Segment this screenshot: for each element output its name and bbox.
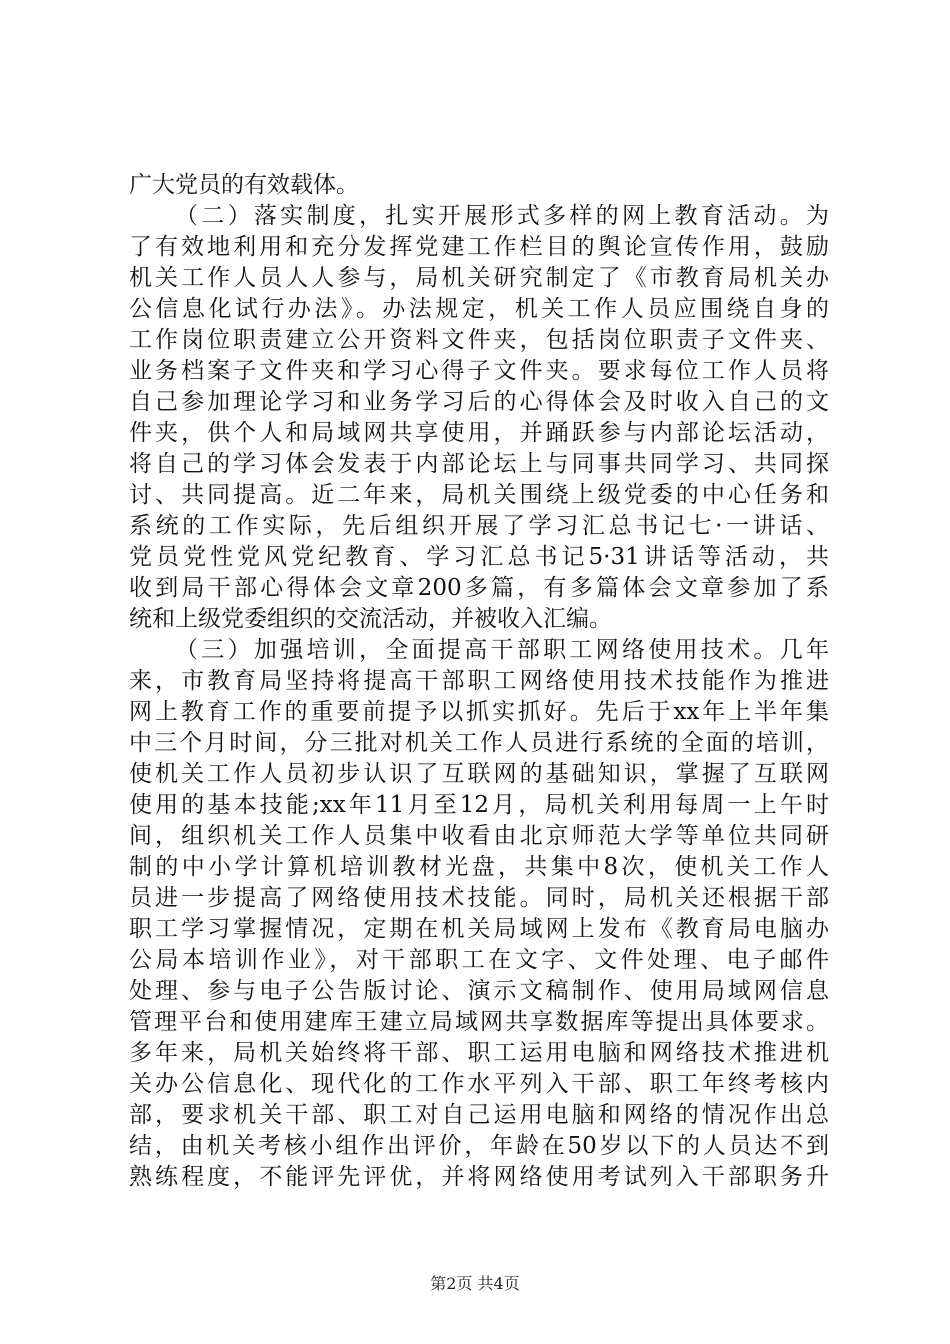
text-line: 了有效地利用和充分发挥党建工作栏目的舆论宣传作用，鼓励 bbox=[129, 234, 829, 260]
text-line: 统和上级党委组织的交流活动，并被收入汇编。 bbox=[129, 606, 612, 632]
text-line: 业务档案子文件夹和学习心得子文件夹。要求每位工作人员将 bbox=[129, 358, 829, 384]
text-line: 来，市教育局坚持将提高干部职工网络使用技术技能作为推进 bbox=[129, 668, 829, 694]
text-line: 使用的基本技能;xx年11月至12月，局机关利用每周一上午时 bbox=[129, 792, 829, 818]
text-line: 将自己的学习体会发表于内部论坛上与同事共同学习、共同探 bbox=[129, 451, 829, 477]
text-line: 熟练程度，不能评先评优，并将网络使用考试列入干部职务升 bbox=[129, 1164, 829, 1190]
page-number-footer: 第2页 共4页 bbox=[430, 1274, 520, 1293]
text-line: 自己参加理论学习和业务学习后的心得体会及时收入自己的文 bbox=[129, 389, 829, 415]
text-line: 结，由机关考核小组作出评价，年龄在50岁以下的人员达不到 bbox=[129, 1133, 829, 1159]
text-line: 机关工作人员人人参与，局机关研究制定了《市教育局机关办 bbox=[129, 265, 829, 291]
text-line: 网上教育工作的重要前提予以抓实抓好。先后于xx年上半年集 bbox=[129, 699, 829, 725]
text-line: 工作岗位职责建立公开资料文件夹，包括岗位职责子文件夹、 bbox=[129, 327, 829, 353]
text-line: 间，组织机关工作人员集中收看由北京师范大学等单位共同研 bbox=[129, 823, 829, 849]
text-line: 使机关工作人员初步认识了互联网的基础知识，掌握了互联网 bbox=[129, 761, 829, 787]
text-line: 党员党性党风党纪教育、学习汇总书记5·31讲话等活动，共 bbox=[129, 544, 829, 570]
text-line: 收到局干部心得体会文章200多篇，有多篇体会文章参加了系 bbox=[129, 575, 829, 601]
text-line: （二）落实制度，扎实开展形式多样的网上教育活动。为 bbox=[175, 203, 829, 229]
text-line: 公信息化试行办法》。办法规定，机关工作人员应围绕自身的 bbox=[129, 296, 829, 322]
text-line: 制的中小学计算机培训教材光盘，共集中8次，使机关工作人 bbox=[129, 854, 829, 880]
text-line: 讨、共同提高。近二年来，局机关围绕上级党委的中心任务和 bbox=[129, 482, 829, 508]
document-body bbox=[129, 170, 829, 1193]
text-line: 关办公信息化、现代化的工作水平列入干部、职工年终考核内 bbox=[129, 1071, 829, 1097]
text-line: （三）加强培训，全面提高干部职工网络使用技术。几年 bbox=[175, 637, 829, 663]
text-line: 员进一步提高了网络使用技术技能。同时，局机关还根据干部 bbox=[129, 885, 829, 911]
text-line: 系统的工作实际，先后组织开展了学习汇总书记七·一讲话、 bbox=[129, 513, 829, 539]
text-line: 处理、参与电子公告版讨论、演示文稿制作、使用局域网信息 bbox=[129, 978, 829, 1004]
text-line: 部，要求机关干部、职工对自己运用电脑和网络的情况作出总 bbox=[129, 1102, 829, 1128]
text-line: 件夹，供个人和局域网共享使用，并踊跃参与内部论坛活动， bbox=[129, 420, 829, 446]
text-line: 公局本培训作业》，对干部职工在文字、文件处理、电子邮件 bbox=[129, 947, 829, 973]
text-line: 职工学习掌握情况，定期在机关局域网上发布《教育局电脑办 bbox=[129, 916, 829, 942]
text-line: 多年来，局机关始终将干部、职工运用电脑和网络技术推进机 bbox=[129, 1040, 829, 1066]
text-line: 管理平台和使用建库王建立局域网共享数据库等提出具体要求。 bbox=[129, 1009, 829, 1035]
text-line: 中三个月时间，分三批对机关工作人员进行系统的全面的培训， bbox=[129, 730, 829, 756]
text-line: 广大党员的有效载体。 bbox=[129, 172, 359, 198]
